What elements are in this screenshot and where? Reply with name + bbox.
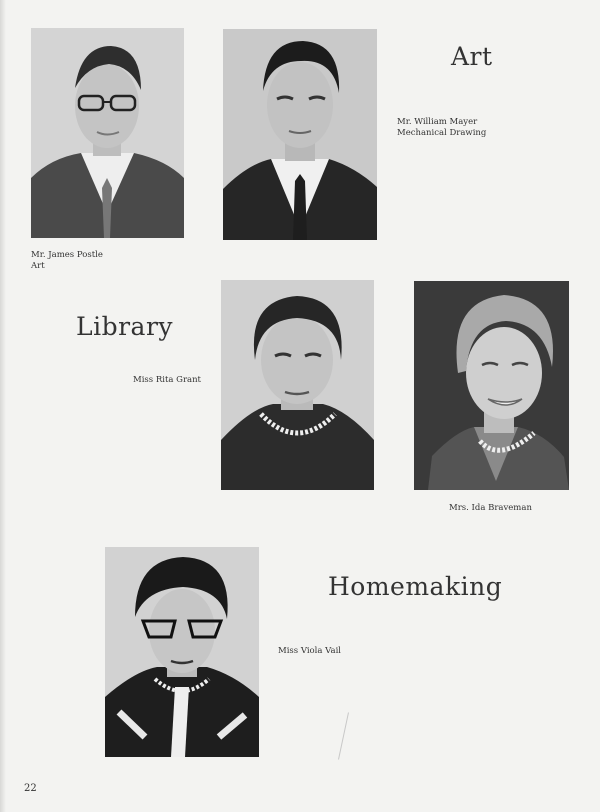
section-heading-library: Library	[76, 312, 174, 341]
caption-viola-vail	[278, 646, 341, 657]
caption-james-postle	[31, 250, 103, 272]
caption-william-mayer	[397, 117, 486, 139]
caption-ida-braveman	[449, 503, 532, 514]
name-william-mayer: Mr. William Mayer	[397, 117, 478, 127]
name-ida-braveman: Mrs. Ida Braveman	[449, 503, 532, 513]
photo-rita-grant	[221, 280, 374, 490]
subject-william-mayer: Mechanical Drawing	[397, 128, 487, 138]
section-heading-art: Art	[451, 42, 493, 71]
subject-james-postle: Art	[31, 261, 45, 271]
page-edge	[0, 0, 6, 812]
name-rita-grant: Miss Rita Grant	[133, 375, 201, 385]
name-james-postle: Mr. James Postle	[31, 250, 103, 260]
section-heading-homemaking: Homemaking	[328, 572, 503, 601]
name-viola-vail: Miss Viola Vail	[278, 646, 342, 656]
photo-viola-vail	[105, 547, 259, 757]
paper-scratch	[338, 712, 349, 759]
photo-james-postle	[31, 28, 184, 238]
photo-ida-braveman	[414, 281, 569, 490]
caption-rita-grant	[133, 375, 201, 386]
photo-william-mayer	[223, 29, 377, 240]
page-number: 22	[24, 783, 37, 794]
